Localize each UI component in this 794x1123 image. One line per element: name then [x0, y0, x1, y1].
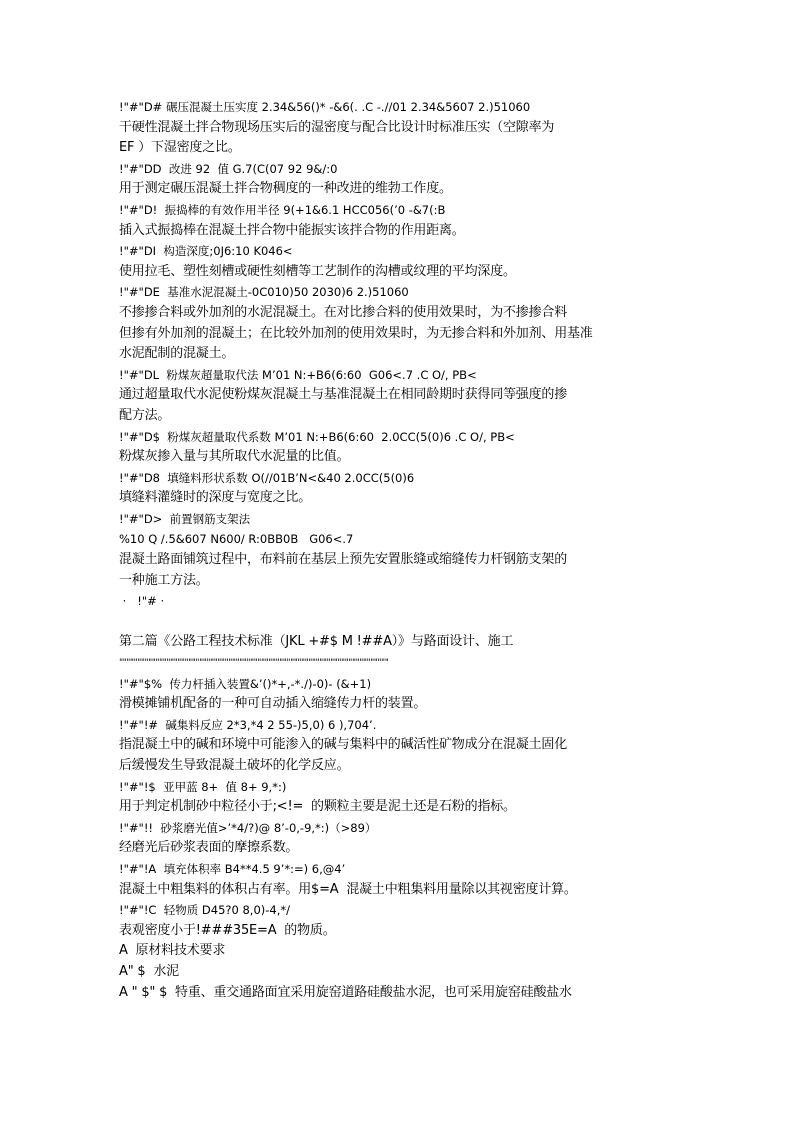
- document-body: [119, 97, 659, 1003]
- text-line: !"#"$% 传力杆插入装置&’()*+,-*./)-0)- (&+1): [119, 676, 372, 691]
- text-line: 表观密度小于!###35E=A 的物质。: [119, 922, 336, 938]
- text-line: !"#"D> 前置钢筋支架法: [119, 511, 251, 526]
- text-line: A" $ 水泥: [119, 963, 179, 979]
- text-line: 混凝土路面铺筑过程中，布料前在基层上预先安置胀缝或缩缝传力杆钢筋支架的: [119, 552, 568, 568]
- text-line: %10 Q /.5&607 N600/ R:0BB0B G06<.7: [119, 532, 354, 547]
- text-line: !"#"!$ 亚甲蓝 8+ 值 8+ 9,*:): [119, 779, 287, 794]
- text-line: 干硬性混凝土拌合物现场压实后的湿密度与配合比设计时标准压实（空隙率为: [119, 119, 555, 135]
- text-line: !"#"!! 砂浆磨光值>’*4/?)@ 8’-0,-9,*:)（>89）: [119, 820, 377, 835]
- text-line: !"#"DL 粉煤灰超量取代法 M’01 N:+B6(6:60 G06<.7 .C O/, PB<: [119, 367, 477, 382]
- text-line: !"#"D$ 粉煤灰超量取代系数 M’01 N:+B6(6:60 2.0CC(5(0)6 .C O/, PB<: [119, 429, 515, 444]
- text-line: !"#"DI 构造深度;0J6:10 K046<: [119, 244, 293, 259]
- text-line: 用于测定碾压混凝土拌合物稠度的一种改进的维勃工作度。: [119, 181, 452, 197]
- text-line: 通过超量取代水泥使粉煤灰混凝土与基准混凝土在相同龄期时获得同等强度的掺: [119, 387, 568, 403]
- text-line: !"#"D8 填缝料形状系数 O(//01B’N<&40 2.0CC(5(0)6: [119, 470, 415, 485]
- text-line: 配方法。: [119, 407, 171, 423]
- text-line: 用于判定机制砂中粒径小于;<!= 的颗粒主要是泥土还是石粉的指标。: [119, 799, 516, 815]
- text-line: 但掺有外加剂的混凝土；在比较外加剂的使用效果时，为无掺合料和外加剂、用基准: [119, 325, 593, 341]
- text-line: 使用拉毛、塑性刻槽或硬性刻槽等工艺制作的沟槽或纹理的平均深度。: [119, 263, 516, 279]
- text-line: 一种施工方法。: [119, 572, 209, 588]
- text-line: · !"# ·: [119, 594, 165, 609]
- text-line: 混凝土中粗集料的体积占有率。用$=A 混凝土中粗集料用量除以其视密度计算。: [119, 881, 577, 897]
- text-line: EF ）下湿密度之比。: [119, 140, 241, 156]
- text-line: 不掺掺合料或外加剂的水泥混凝土。在对比掺合料的使用效果时，为不掺掺合料: [119, 304, 568, 320]
- text-line: 第二篇《公路工程技术标准（JKL +#$ M !##A）》与路面设计、施工: [119, 634, 514, 650]
- text-line: !"#"!C 轻物质 D45?0 8,0)-4,*/: [119, 903, 291, 918]
- text-line: 滑模摊铺机配备的一种可自动插入缩缝传力杆的装置。: [119, 696, 427, 712]
- text-line: 后缓慢发生导致混凝土破坏的化学反应。: [119, 758, 350, 773]
- text-line: !"#"D# 碾压混凝土压实度 2.34&56()* -&6(. .C -.//01 2.34&5607 2.)51060: [119, 100, 531, 114]
- text-line: 填缝料灌缝时的深度与宽度之比。: [119, 490, 312, 506]
- text-line: !"#"!A 填充体积率 B4**4.5 9’*:=) 6,@4’: [119, 861, 346, 876]
- text-line: A 原材料技术要求: [119, 943, 226, 959]
- text-line: 插入式振捣棒在混凝土拌合物中能振实该拌合物的作用距离。: [119, 222, 465, 238]
- text-line: !"#"!# 碱集料反应 2*3,*4 2 55-)5,0) 6 ),704’.: [119, 717, 377, 732]
- blank-line: [119, 612, 659, 633]
- text-line: 指混凝土中的碱和环境中可能渗入的碱与集料中的碱活性矿物成分在混凝土固化: [119, 737, 568, 753]
- text-line: !"#"D! 振捣棒的有效作用半径 9(+1&6.1 HCC056(’0 -&7(:B: [119, 202, 446, 217]
- text-line: !"#"DE 基准水泥混凝土-0C010)50 2030)6 2.)51060: [119, 285, 409, 300]
- text-line: 粉煤灰掺入量与其所取代水泥量的比值。: [119, 449, 350, 465]
- text-line: 水泥配制的混凝土。: [119, 346, 235, 362]
- separator-line: """""""""""""""""""""""""""""""""""""""""""""""""""""""""""""""""""""""""": [119, 658, 389, 669]
- text-line: !"#"DD 改进 92 值 G.7(C(07 92 9&/:0: [119, 161, 338, 176]
- text-line: 经磨光后砂浆表面的摩擦系数。: [119, 840, 299, 856]
- text-line: A " $" $ 特重、重交通路面宜采用旋窑道路硅酸盐水泥，也可采用旋窑硅酸盐水: [119, 984, 572, 1000]
